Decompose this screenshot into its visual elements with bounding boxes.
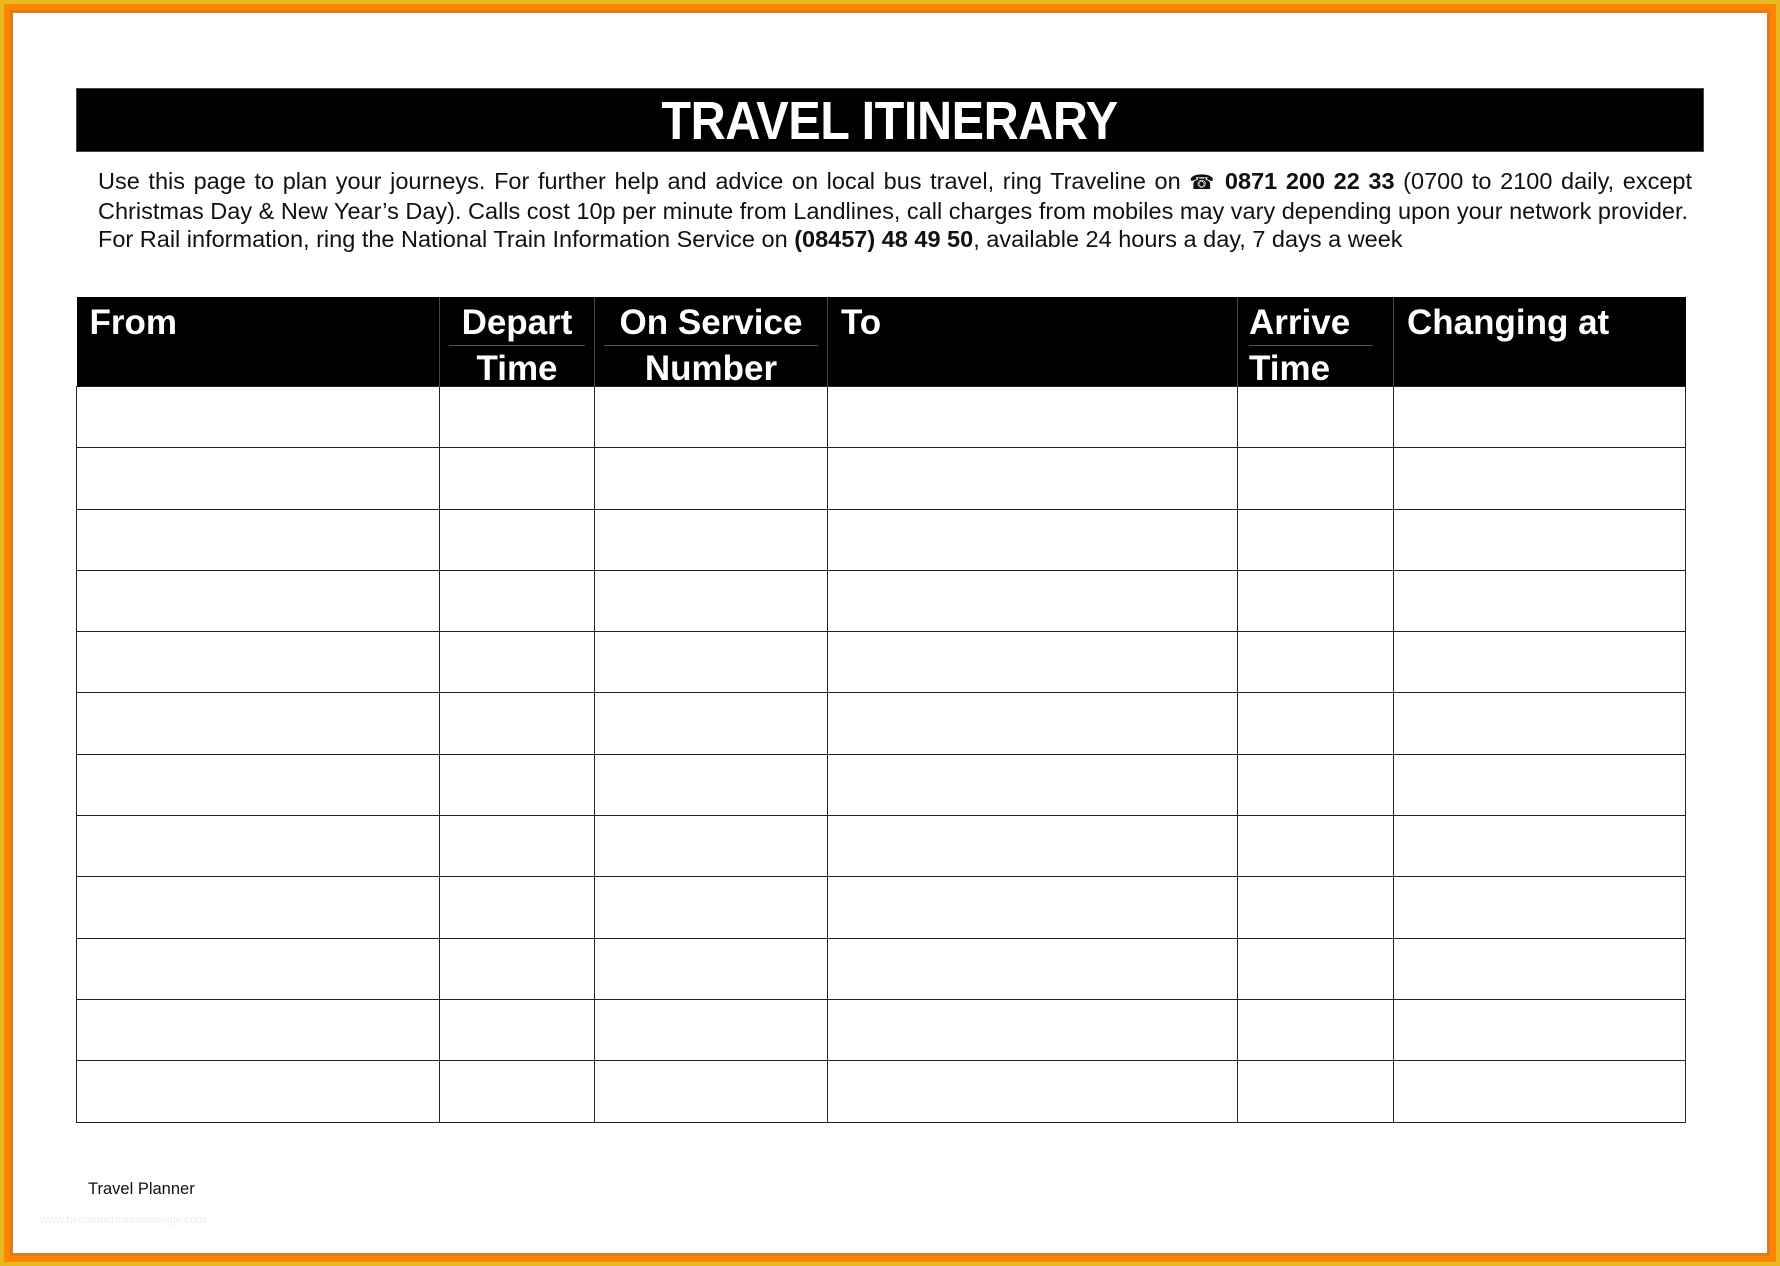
cell-service-number[interactable] xyxy=(595,693,828,754)
cell-service-number[interactable] xyxy=(595,1061,828,1122)
table-header-row xyxy=(77,297,1686,387)
changing-at-input[interactable] xyxy=(1394,939,1685,999)
depart-time-input[interactable] xyxy=(440,510,594,570)
cell-depart-time[interactable] xyxy=(440,509,595,570)
arrive-time-input[interactable] xyxy=(1238,448,1393,508)
depart-time-input[interactable] xyxy=(440,632,594,692)
cell-to[interactable] xyxy=(828,999,1238,1060)
arrive-time-input[interactable] xyxy=(1238,387,1393,447)
cell-from[interactable] xyxy=(77,938,440,999)
table-row xyxy=(77,816,1686,877)
depart-time-input[interactable] xyxy=(440,939,594,999)
bus-info-paragraph xyxy=(98,167,1692,225)
page-title: TRAVEL ITINERARY xyxy=(661,91,1119,151)
cell-from[interactable] xyxy=(77,570,440,631)
changing-at-input[interactable] xyxy=(1394,632,1685,692)
watermark: www.heritagechristiancollege.com xyxy=(40,1214,206,1226)
cell-depart-time[interactable] xyxy=(440,1061,595,1122)
cell-arrive-time[interactable] xyxy=(1238,999,1394,1060)
cell-service-number[interactable] xyxy=(595,938,828,999)
cell-changing-at[interactable] xyxy=(1394,509,1686,570)
depart-time-input[interactable] xyxy=(440,1000,594,1060)
column-header-depart-time xyxy=(440,297,595,387)
to-input[interactable] xyxy=(828,939,1237,999)
cell-depart-time[interactable] xyxy=(440,999,595,1060)
service-number-input[interactable] xyxy=(595,816,827,876)
column-header-arrive-time xyxy=(1238,297,1394,387)
arrive-time-input[interactable] xyxy=(1238,571,1393,631)
changing-at-input[interactable] xyxy=(1394,510,1685,570)
changing-at-input[interactable] xyxy=(1394,448,1685,508)
rail-info-text: For Rail information, ring the National Train Information Service on xyxy=(98,226,795,253)
cell-changing-at[interactable] xyxy=(1394,693,1686,754)
arrive-time-input[interactable] xyxy=(1238,693,1393,753)
cell-arrive-time[interactable] xyxy=(1238,754,1394,815)
table-row xyxy=(77,632,1686,693)
cell-changing-at[interactable] xyxy=(1394,387,1686,448)
table-row xyxy=(77,1061,1686,1122)
column-header-service-number xyxy=(595,297,828,387)
from-input[interactable] xyxy=(77,693,439,753)
column-header-from xyxy=(77,297,440,387)
changing-at-input[interactable] xyxy=(1394,816,1685,876)
to-input[interactable] xyxy=(828,448,1237,508)
cell-service-number[interactable] xyxy=(595,877,828,938)
footer-label: Travel Planner xyxy=(88,1180,195,1198)
arrive-time-input[interactable] xyxy=(1238,510,1393,570)
intro-text xyxy=(98,167,1692,254)
column-label-line2: Number xyxy=(644,349,778,388)
itinerary-table xyxy=(76,297,1686,1123)
title-banner xyxy=(76,88,1704,152)
cell-from[interactable] xyxy=(77,632,440,693)
column-label: Changing at xyxy=(1407,303,1610,342)
depart-time-input[interactable] xyxy=(440,693,594,753)
rail-number: (08457) 48 49 50 xyxy=(794,226,974,253)
cell-from[interactable] xyxy=(77,999,440,1060)
cell-to[interactable] xyxy=(828,938,1238,999)
from-input[interactable] xyxy=(77,1000,439,1060)
table-row xyxy=(77,387,1686,448)
table-row xyxy=(77,938,1686,999)
from-input[interactable] xyxy=(77,387,439,447)
cell-from[interactable] xyxy=(77,816,440,877)
cell-from[interactable] xyxy=(77,448,440,509)
cell-service-number[interactable] xyxy=(595,387,828,448)
cell-changing-at[interactable] xyxy=(1394,570,1686,631)
cell-to[interactable] xyxy=(828,693,1238,754)
service-number-input[interactable] xyxy=(595,939,827,999)
cell-to[interactable] xyxy=(828,509,1238,570)
cell-depart-time[interactable] xyxy=(440,632,595,693)
service-number-input[interactable] xyxy=(595,755,827,815)
cell-arrive-time[interactable] xyxy=(1238,632,1394,693)
cell-to[interactable] xyxy=(828,1061,1238,1122)
cell-service-number[interactable] xyxy=(595,632,828,693)
telephone-icon: ☎ xyxy=(1189,170,1217,194)
arrive-time-input[interactable] xyxy=(1238,877,1393,937)
column-label-stack xyxy=(1238,297,1393,386)
changing-at-input[interactable] xyxy=(1394,877,1685,937)
cell-service-number[interactable] xyxy=(595,570,828,631)
cell-depart-time[interactable] xyxy=(440,816,595,877)
cell-changing-at[interactable] xyxy=(1394,632,1686,693)
to-input[interactable] xyxy=(828,693,1237,753)
from-input[interactable] xyxy=(77,1061,439,1121)
column-header-changing-at xyxy=(1394,297,1686,387)
cell-changing-at[interactable] xyxy=(1394,1061,1686,1122)
to-input[interactable] xyxy=(828,510,1237,570)
to-input[interactable] xyxy=(828,1000,1237,1060)
from-input[interactable] xyxy=(77,448,439,508)
arrive-time-input[interactable] xyxy=(1238,1061,1393,1121)
service-number-input[interactable] xyxy=(595,387,827,447)
changing-at-input[interactable] xyxy=(1394,571,1685,631)
cell-to[interactable] xyxy=(828,816,1238,877)
changing-at-input[interactable] xyxy=(1394,755,1685,815)
to-input[interactable] xyxy=(828,877,1237,937)
changing-at-input[interactable] xyxy=(1394,387,1685,447)
arrive-time-input[interactable] xyxy=(1238,755,1393,815)
table-row xyxy=(77,754,1686,815)
table-body xyxy=(77,387,1686,1123)
cell-service-number[interactable] xyxy=(595,509,828,570)
rail-info-paragraph xyxy=(98,225,1692,254)
cell-service-number[interactable] xyxy=(595,448,828,509)
to-input[interactable] xyxy=(828,387,1237,447)
depart-time-input[interactable] xyxy=(440,755,594,815)
column-label-line1: Arrive xyxy=(1249,305,1373,346)
cell-depart-time[interactable] xyxy=(440,387,595,448)
cell-to[interactable] xyxy=(828,387,1238,448)
cell-depart-time[interactable] xyxy=(440,938,595,999)
table-row xyxy=(77,693,1686,754)
column-label: From xyxy=(89,303,177,342)
cell-arrive-time[interactable] xyxy=(1238,1061,1394,1122)
table-row xyxy=(77,509,1686,570)
to-input[interactable] xyxy=(828,571,1237,631)
to-input[interactable] xyxy=(828,1061,1237,1121)
cell-depart-time[interactable] xyxy=(440,448,595,509)
column-label-line2: Time xyxy=(1249,349,1331,388)
cell-to[interactable] xyxy=(828,448,1238,509)
cell-changing-at[interactable] xyxy=(1394,877,1686,938)
cell-changing-at[interactable] xyxy=(1394,754,1686,815)
column-label-line1: Depart xyxy=(449,305,585,346)
changing-at-input[interactable] xyxy=(1394,1000,1685,1060)
cell-from[interactable] xyxy=(77,754,440,815)
cell-from[interactable] xyxy=(77,509,440,570)
table-row xyxy=(77,877,1686,938)
from-input[interactable] xyxy=(77,571,439,631)
table-row xyxy=(77,999,1686,1060)
cell-service-number[interactable] xyxy=(595,754,828,815)
depart-time-input[interactable] xyxy=(440,816,594,876)
table-row xyxy=(77,570,1686,631)
traveline-number: 0871 200 22 33 xyxy=(1216,168,1395,194)
column-label-line2: Time xyxy=(476,349,558,388)
arrive-time-input[interactable] xyxy=(1238,816,1393,876)
bus-info-text: Use this page to plan your journeys. For further help and advice on local bus travel, ring Traveline on xyxy=(98,168,1190,194)
cell-changing-at[interactable] xyxy=(1394,816,1686,877)
column-label: To xyxy=(841,303,882,342)
service-number-input[interactable] xyxy=(595,1000,827,1060)
column-label-stack xyxy=(595,297,827,386)
service-number-input[interactable] xyxy=(595,693,827,753)
cell-from[interactable] xyxy=(77,1061,440,1122)
depart-time-input[interactable] xyxy=(440,448,594,508)
cell-arrive-time[interactable] xyxy=(1238,816,1394,877)
from-input[interactable] xyxy=(77,510,439,570)
cell-depart-time[interactable] xyxy=(440,693,595,754)
to-input[interactable] xyxy=(828,816,1237,876)
depart-time-input[interactable] xyxy=(440,387,594,447)
cell-to[interactable] xyxy=(828,570,1238,631)
column-label-stack xyxy=(440,297,594,386)
from-input[interactable] xyxy=(77,939,439,999)
depart-time-input[interactable] xyxy=(440,877,594,937)
service-number-input[interactable] xyxy=(595,510,827,570)
cell-depart-time[interactable] xyxy=(440,877,595,938)
cell-to[interactable] xyxy=(828,877,1238,938)
cell-service-number[interactable] xyxy=(595,816,828,877)
column-header-to xyxy=(828,297,1238,387)
cell-from[interactable] xyxy=(77,877,440,938)
table-row xyxy=(77,448,1686,509)
arrive-time-input[interactable] xyxy=(1238,632,1393,692)
cell-arrive-time[interactable] xyxy=(1238,448,1394,509)
from-input[interactable] xyxy=(77,632,439,692)
arrive-time-input[interactable] xyxy=(1238,939,1393,999)
cell-from[interactable] xyxy=(77,387,440,448)
cell-arrive-time[interactable] xyxy=(1238,693,1394,754)
from-input[interactable] xyxy=(77,755,439,815)
cell-to[interactable] xyxy=(828,632,1238,693)
cell-changing-at[interactable] xyxy=(1394,448,1686,509)
service-number-input[interactable] xyxy=(595,571,827,631)
cell-service-number[interactable] xyxy=(595,999,828,1060)
cell-arrive-time[interactable] xyxy=(1238,938,1394,999)
service-number-input[interactable] xyxy=(595,632,827,692)
cell-to[interactable] xyxy=(828,754,1238,815)
cell-arrive-time[interactable] xyxy=(1238,570,1394,631)
service-number-input[interactable] xyxy=(595,877,827,937)
from-input[interactable] xyxy=(77,816,439,876)
service-number-input[interactable] xyxy=(595,1061,827,1121)
arrive-time-input[interactable] xyxy=(1238,1000,1393,1060)
cell-arrive-time[interactable] xyxy=(1238,877,1394,938)
cell-changing-at[interactable] xyxy=(1394,999,1686,1060)
cell-from[interactable] xyxy=(77,693,440,754)
column-label-line1: On Service xyxy=(604,305,818,346)
rail-info-text-cont: , available 24 hours a day, 7 days a week xyxy=(973,226,1403,253)
cell-depart-time[interactable] xyxy=(440,570,595,631)
from-input[interactable] xyxy=(77,877,439,937)
service-number-input[interactable] xyxy=(595,448,827,508)
depart-time-input[interactable] xyxy=(440,1061,594,1121)
to-input[interactable] xyxy=(828,755,1237,815)
cell-arrive-time[interactable] xyxy=(1238,509,1394,570)
depart-time-input[interactable] xyxy=(440,571,594,631)
to-input[interactable] xyxy=(828,632,1237,692)
changing-at-input[interactable] xyxy=(1394,1061,1685,1121)
cell-depart-time[interactable] xyxy=(440,754,595,815)
bus-info-text-cont: (0700 to 2100 daily, except Christmas Day & New Year’s Day). Calls cost 10p per minute from Landlines, call charges from mobiles may vary depending upon your network provider. xyxy=(98,168,1692,224)
changing-at-input[interactable] xyxy=(1394,693,1685,753)
cell-arrive-time[interactable] xyxy=(1238,387,1394,448)
cell-changing-at[interactable] xyxy=(1394,938,1686,999)
